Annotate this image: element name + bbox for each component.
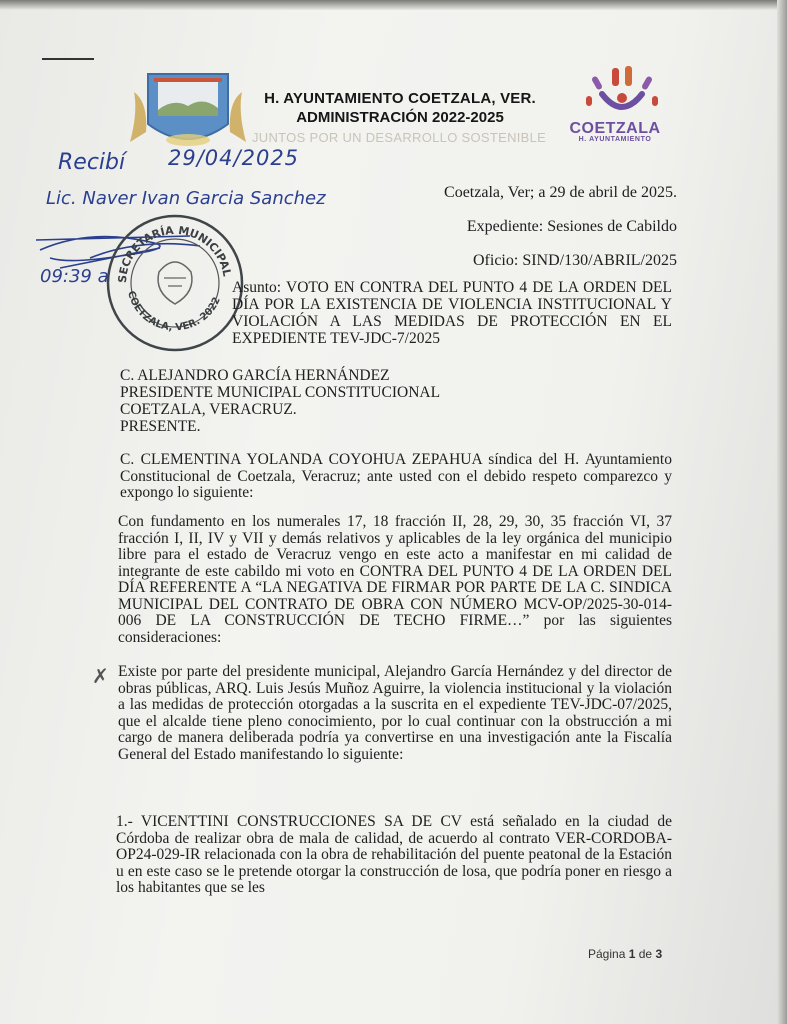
- x-annotation-mark: ✗: [92, 664, 109, 688]
- page-number: [588, 947, 662, 961]
- handwritten-time: 09:39 a: [40, 266, 109, 287]
- letterhead-line-2: ADMINISTRACIÓN 2022-2025: [296, 109, 504, 126]
- addressee-name: C. ALEJANDRO GARCÍA HERNÁNDEZ: [120, 367, 390, 384]
- addressee-location: COETZALA, VERACRUZ.: [120, 401, 297, 418]
- letterhead-title: [240, 90, 560, 126]
- asunto-subject: Asunto: VOTO EN CONTRA DEL PUNTO 4 DE LA ORDEN DEL DÍA POR LA EXISTENCIA DE VIOLENCIA INSTITUCIONAL Y VIOLACIÓN A LAS MEDIDAS DE PROTECCIÓN EN EL EXPEDIENTE TEV-JDC-7/2025: [232, 279, 672, 347]
- page-of: de: [638, 947, 653, 961]
- seal-ring-bottom-text: COETZALA, VER. 2022: [124, 289, 223, 334]
- oficio-line: Oficio: SIND/130/ABRIL/2025: [473, 252, 677, 269]
- seal-ring-top-text: SECRETARÍA MUNICIPAL: [115, 223, 234, 284]
- expediente-line: Expediente: Sesiones de Cabildo: [466, 218, 677, 235]
- logo-subtitle: H. AYUNTAMIENTO: [578, 136, 652, 143]
- page-right-edge: [777, 0, 787, 1024]
- addressee-block: [120, 367, 440, 435]
- secretaria-municipal-seal-icon: [104, 212, 246, 354]
- place-and-date: Coetzala, Ver; a 29 de abril de 2025.: [444, 184, 677, 201]
- municipal-crest-icon: [128, 72, 248, 154]
- corner-dash-mark: [42, 58, 94, 60]
- paragraph-considerations: Existe por parte del presidente municipal, Alejandro García Hernández y del director de obras públicas, ARQ. Luis Jesús Muñoz Aguirre, la violencia institucional y la violación a las medidas de protección otorgadas a la suscrita en el expediente TEV-JDC-07/2025, que el alcalde tiene pleno conocimiento, por lo cual continuar con la obstrucción a mi cargo de manera deliberada podría ya convertirse en una investigación ante la Fiscalía General del Estado manifestando lo siguiente:: [118, 663, 672, 763]
- addressee-title: PRESIDENTE MUNICIPAL CONSTITUCIONAL: [120, 384, 441, 401]
- page-top-edge: [0, 0, 787, 10]
- paragraph-introduction: C. CLEMENTINA YOLANDA COYOHUA ZEPAHUA síndica del H. Ayuntamiento Constitucional de Coetzala, Veracruz; ante usted con el debido respeto comparezco y expongo lo siguiente:: [120, 451, 672, 501]
- handwritten-name: Lic. Naver Ivan Garcia Sanchez: [46, 188, 326, 209]
- paragraph-legal-basis: Con fundamento en los numerales 17, 18 fracción II, 28, 29, 30, 35 fracción VI, 37 fracción I, II, IV y VII y demás relativos y aplicables de la ley orgánica del municipio libre para el estado de Veracruz vengo en este acto a manifestar en mi calidad de integrante de este cabildo mi voto en CONTRA DEL PUNTO 4 DE LA ORDEN DEL DÍA REFERENTE A “LA NEGATIVA DE FIRMAR POR PARTE DE LA C. SINDICA MUNICIPAL DEL CONTRATO DE OBRA CON NÚMERO MCV-OP/2025-30-014-006 DE LA CONSTRUCCIÓN DE TECHO FIRME…” por las siguientes consideraciones:: [118, 513, 672, 646]
- page-total: 3: [655, 947, 663, 961]
- page-current: 1: [628, 947, 636, 961]
- logo-wordmark: [560, 120, 670, 143]
- logo-name: COETZALA: [569, 120, 661, 137]
- letterhead-line-1: H. AYUNTAMIENTO COETZALA, VER.: [264, 90, 536, 107]
- handwritten-date: 29/04/2025: [168, 146, 300, 170]
- svg-text:SECRETARÍA MUNICIPAL: [116, 224, 234, 283]
- handwritten-received: Recibí: [58, 150, 126, 175]
- addressee-presente: PRESENTE.: [120, 418, 201, 435]
- page-label: Página: [588, 947, 626, 961]
- letterhead-motto: JUNTOS POR UN DESARROLLO SOSTENIBLE: [252, 130, 547, 145]
- paragraph-point-1: 1.- VICENTTINI CONSTRUCCIONES SA DE CV está señalado en la ciudad de Córdoba de realizar obra de mala de calidad, de acuerdo al contrato VER-CORDOBA-OP24-029-IR relacionada con la obra de rehabilitación del puente peatonal de la Estación u en este caso se le pretende otorgar la construcción de losa, que podría poner en riesgo a los habitantes que se les: [116, 813, 672, 896]
- svg-text:COETZALA, VER. 2022: [125, 290, 223, 334]
